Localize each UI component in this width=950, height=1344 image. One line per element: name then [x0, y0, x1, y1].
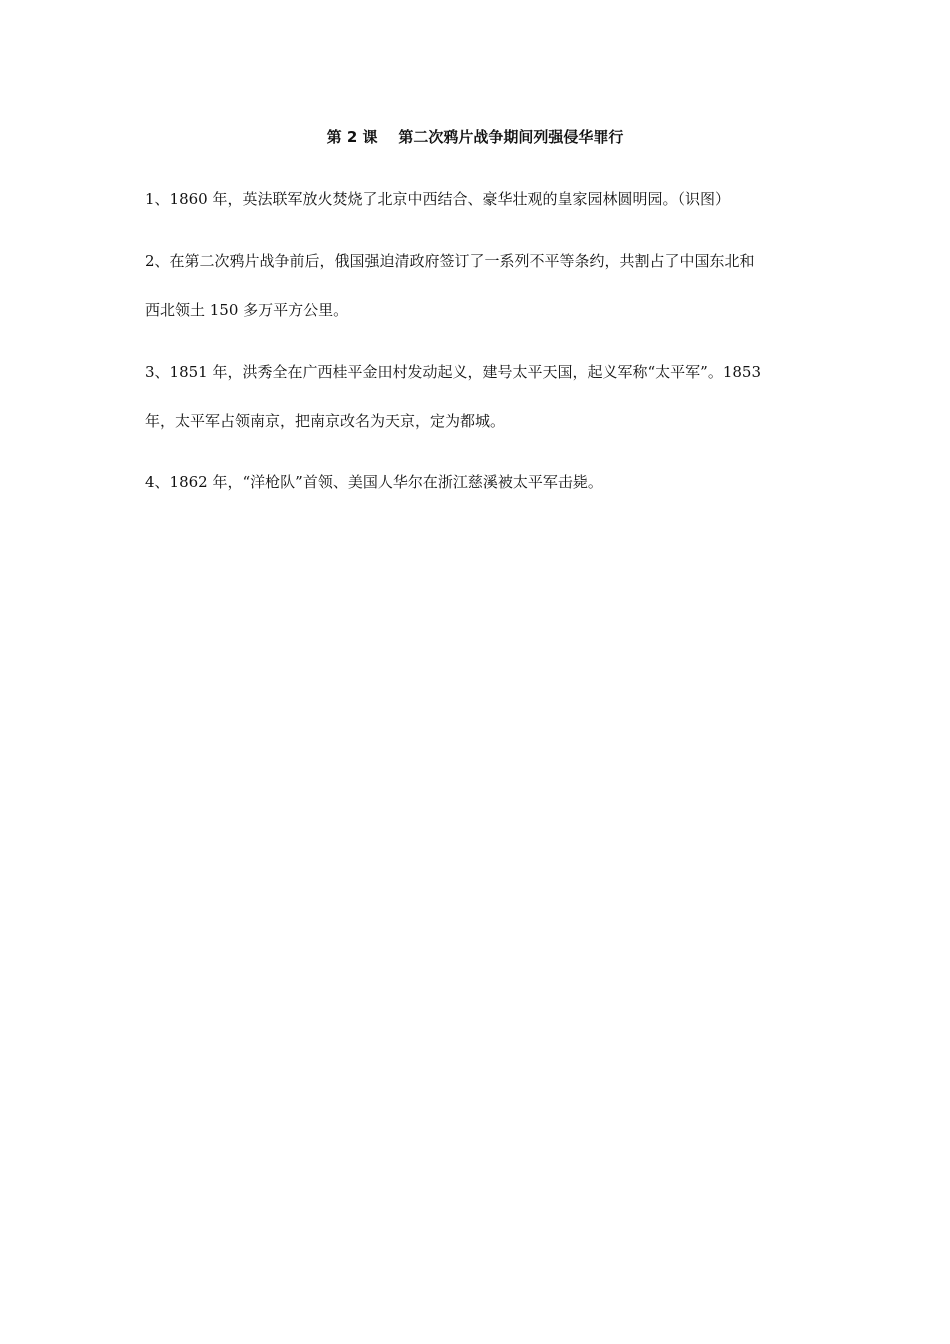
paragraph-2	[145, 250, 810, 321]
paragraph-line: 4、1862 年，“洋枪队”首领、美国人华尔在浙江慈溪被太平军击毙。	[145, 473, 603, 491]
paragraph-line: 1、1860 年，英法联军放火焚烧了北京中西结合、豪华壮观的皇家园林圆明园。（识图）	[145, 190, 730, 208]
lesson-title: 第 2 课 第二次鸦片战争期间列强侵华罪行	[326, 128, 624, 146]
paragraph-4	[145, 471, 810, 493]
paragraph-line: 2、在第二次鸦片战争前后，俄国强迫清政府签订了一系列不平等条约，共割占了中国东北和	[145, 252, 755, 270]
paragraph-3	[145, 361, 810, 432]
paragraph-line: 3、1851 年，洪秀全在广西桂平金田村发动起义，建号太平天国，起义军称“太平军”。1853	[145, 363, 761, 381]
paragraph-line: 西北领土 150 多万平方公里。	[145, 301, 349, 319]
paragraph-1	[145, 188, 810, 210]
paragraph-line: 年，太平军占领南京，把南京改名为天京，定为都城。	[145, 412, 506, 430]
